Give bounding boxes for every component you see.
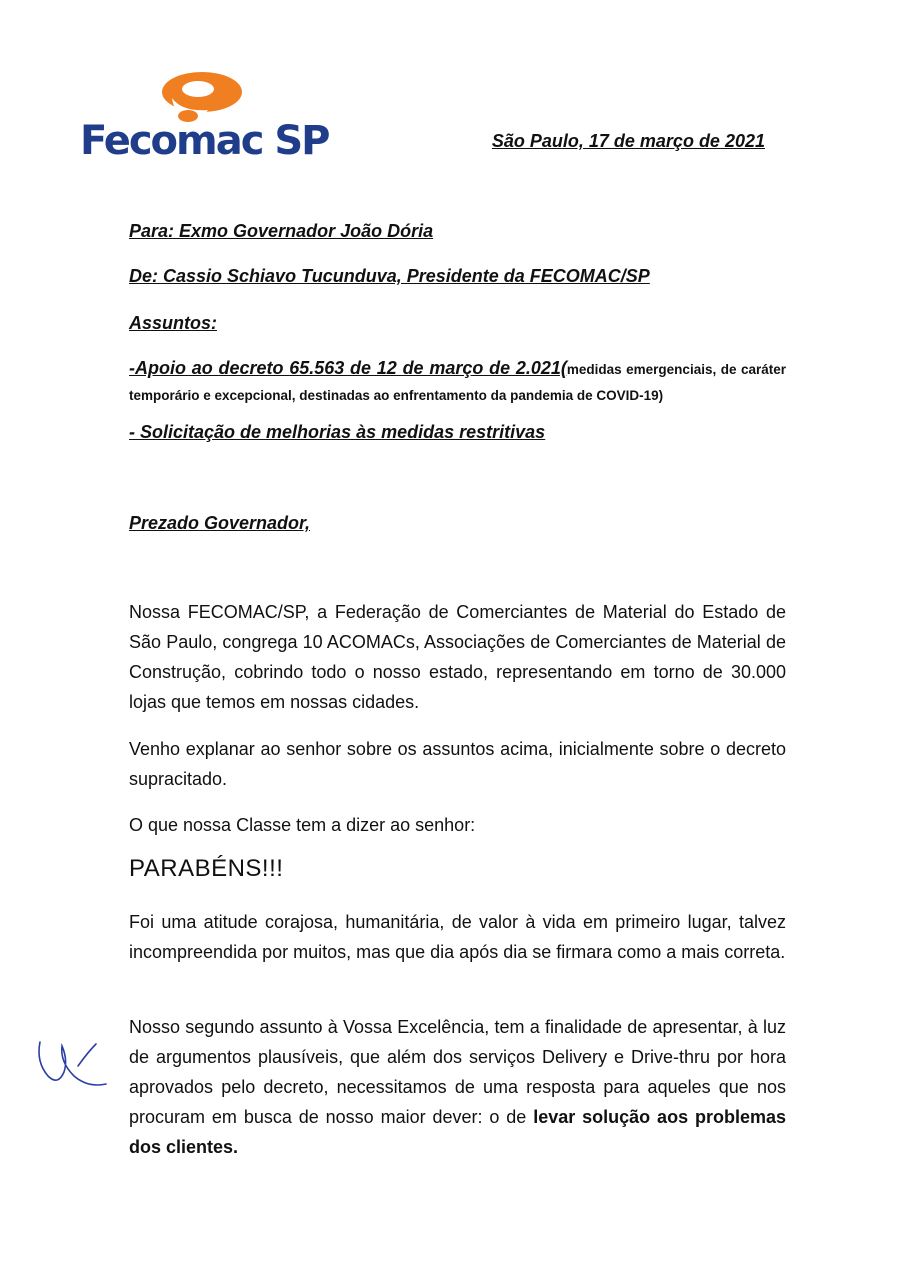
subject-2: - Solicitação de melhorias às medidas restritivas <box>129 422 546 442</box>
letter-date: São Paulo, 17 de março de 2021 <box>491 131 765 151</box>
subject-1-lead: -Apoio ao decreto 65.563 de 12 de março de 2.021( <box>129 358 567 378</box>
subjects-label: Assuntos: <box>129 313 218 333</box>
paragraph-second-subject-text: Nosso segundo assunto à Vossa Excelência, tem a finalidade de apresentar, à luz de argumentos plausíveis, que além dos serviços Delivery e Drive-thru por hora aprovados pelo decreto, necessitamos de uma resposta para aqueles que nos procuram em busca de nosso maior dever: o de <box>129 1017 786 1127</box>
logo-wordmark: Fecomac SP <box>80 118 329 164</box>
paragraph-class: O que nossa Classe tem a dizer ao senhor: <box>129 815 476 835</box>
recipient-line: Para: Exmo Governador João Dória <box>129 221 434 241</box>
congratulations-headline: PARABÉNS!!! <box>129 855 284 882</box>
paragraph-second-subject-bold: levar solução aos problemas dos clientes. <box>129 1107 786 1157</box>
fecomac-logo <box>80 68 330 168</box>
sender-line: De: Cassio Schiavo Tucunduva, Presidente da FECOMAC/SP <box>129 266 650 286</box>
subject-1 <box>129 355 786 409</box>
paragraph-intro: Nossa FECOMAC/SP, a Federação de Comerciantes de Material do Estado de São Paulo, congrega 10 ACOMACs, Associações de Comerciantes de Material de Construção, cobrindo todo o nosso estado, representando em torno de 30.000 lojas que temos em nossas cidades. <box>129 602 786 712</box>
salutation: Prezado Governador, <box>129 513 311 533</box>
subject-1-detail: medidas emergenciais, de caráter temporário e excepcional, destinadas ao enfrentamento da pandemia de COVID-19) <box>129 362 786 403</box>
paragraph-praise: Foi uma atitude corajosa, humanitária, de valor à vida em primeiro lugar, talvez incompreendida por muitos, mas que dia após dia se firmara como a mais correta. <box>129 912 786 962</box>
paragraph-explain: Venho explanar ao senhor sobre os assuntos acima, inicialmente sobre o decreto supracitado. <box>129 739 786 789</box>
signature-mark-icon <box>34 1032 112 1094</box>
paragraph-second-subject <box>129 1012 786 1162</box>
